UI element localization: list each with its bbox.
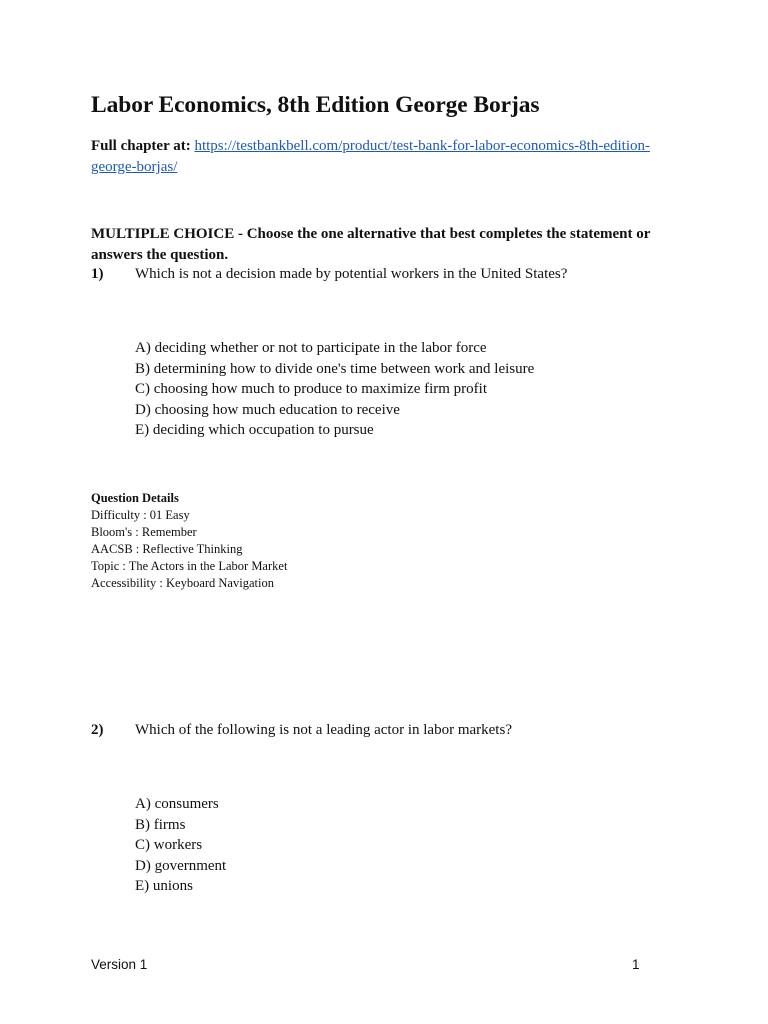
detail-blooms: Bloom's : Remember <box>91 525 197 539</box>
question-2-option-c: C) workers <box>135 837 203 853</box>
full-chapter-label: Full chapter at: <box>91 138 191 154</box>
detail-difficulty: Difficulty : 01 Easy <box>91 508 190 522</box>
question-1-text: Which is not a decision made by potential workers in the United States? <box>135 266 568 282</box>
question-1-option-e: E) deciding which occupation to pursue <box>135 422 374 438</box>
page-title: Labor Economics, 8th Edition George Borjas <box>91 92 540 118</box>
question-2-option-d: D) government <box>135 857 227 874</box>
footer-page-number: 1 <box>632 957 640 972</box>
question-2-option-b: B) firms <box>135 816 186 833</box>
question-1-option-c: C) choosing how much to produce to maximize firm profit <box>135 381 488 397</box>
detail-accessibility: Accessibility : Keyboard Navigation <box>91 576 274 590</box>
detail-topic: Topic : The Actors in the Labor Market <box>91 559 288 573</box>
section-heading: MULTIPLE CHOICE - Choose the one alternative that best completes the statement or answers the question. <box>91 226 651 263</box>
question-1-option-a: A) deciding whether or not to participate in the labor force <box>135 340 487 356</box>
full-chapter-line <box>91 136 671 178</box>
question-2-option-a: A) consumers <box>135 796 219 812</box>
question-1-number: 1) <box>91 266 104 282</box>
detail-aacsb: AACSB : Reflective Thinking <box>91 542 243 556</box>
question-1-option-d: D) choosing how much education to receive <box>135 401 400 418</box>
full-chapter-link[interactable]: https://testbankbell.com/product/test-bank-for-labor-economics-8th-edition- george-borjas/ <box>91 138 650 175</box>
footer-version: Version 1 <box>91 957 148 972</box>
question-2-number: 2) <box>91 722 104 738</box>
question-1-option-b: B) determining how to divide one's time between work and leisure <box>135 360 535 377</box>
question-2-option-e: E) unions <box>135 878 193 894</box>
question-2-text: Which of the following is not a leading actor in labor markets? <box>135 722 512 738</box>
question-details-heading: Question Details <box>91 491 179 505</box>
